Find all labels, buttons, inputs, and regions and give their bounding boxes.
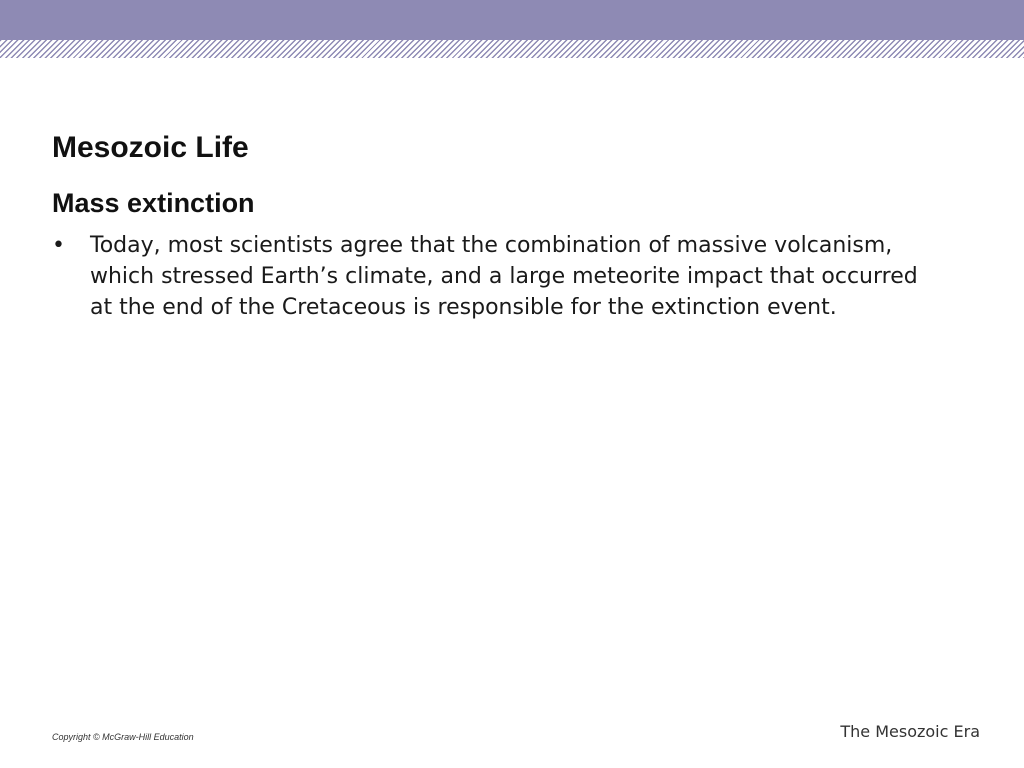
bullet-item <box>52 230 922 323</box>
header-color-band <box>0 0 1024 40</box>
bullet-text: Today, most scientists agree that the combination of massive volcanism, which stressed Earth’s climate, and a large meteorite impact that occurred at the end of the Cretaceous is responsible for the extinction event. <box>90 233 918 320</box>
copyright-notice: Copyright © McGraw-Hill Education <box>52 732 194 742</box>
header-hatch-band <box>0 40 1024 58</box>
bullet-list <box>52 230 922 323</box>
slide-title: Mesozoic Life <box>52 131 249 164</box>
slide-subtitle: Mass extinction <box>52 188 255 218</box>
footer-section-title: The Mesozoic Era <box>840 722 980 741</box>
bullet-icon: • <box>52 233 65 258</box>
